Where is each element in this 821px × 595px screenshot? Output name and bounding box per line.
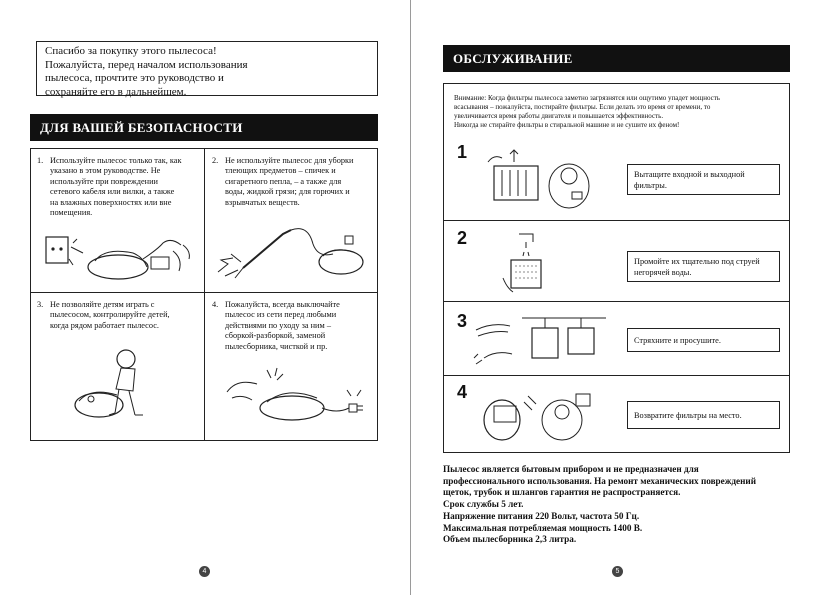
rinse-filter-illustration [499,232,559,298]
step-1-text: Вытащите входной и выходной фильтры. [627,164,780,195]
intro-line: сохраняйте его в дальнейшем. [45,85,187,98]
remove-filters-illustration [484,146,594,216]
page-number-right: 5 [612,566,623,577]
intro-line: Спасибо за покупку этого пылесоса! [45,45,217,57]
page-divider [410,0,411,595]
page-number-left: 4 [199,566,210,577]
safety-item-3: 3. Не позволяйте детям играть с пылесосом, контролируйте детей, когда рядом работает пылесос. [37,300,170,330]
step-3-number: 3 [457,311,468,331]
intro-box [36,41,378,96]
intro-line: Пожалуйста, перед началом использования [45,58,248,71]
safety-heading: ДЛЯ ВАШЕЙ БЕЗОПАСНОСТИ [30,114,378,141]
no-liquids-illustration [213,224,368,286]
unplug-illustration [43,229,193,284]
step-4-number: 4 [457,382,468,402]
step-4-text: Возвратите фильтры на место. [627,401,780,429]
safety-item-2: 2. Не используйте пылесос для уборки тлеющих предметов – спичек и сигаретного пепла, – а также для воды, жидкой грязи; для горючих и взрывчатых веществ. [212,156,354,207]
step-3-text: Стряхните и просушите. [627,328,780,352]
step-2-number: 2 [457,228,468,248]
intro-line: пылесоса, прочтите это руководство и [45,72,224,84]
maintenance-box [443,83,790,453]
safety-item-4: 4. Пожалуйста, всегда выключайте пылесос из сети перед любыми действиями по уходу за ним – сборкой-разборкой, заменой пылесборника, чисткой и пр. [212,300,340,351]
replace-filters-illustration [480,384,600,446]
product-info: Пылесос является бытовым прибором и не предназначен для профессионального использования. На ремонт механических повреждений щеток, трубок и шлангов гарантия не распространяется. Срок службы 5 лет. Напряжение питания 220 Вольт, частота 50 Гц. Максимальная потребляемая мощность 1400 В. Объем пылесборника 2,3 литра. [443,464,757,545]
child-illustration [71,347,171,427]
unplug-before-care-illustration [217,364,367,426]
safety-grid [30,148,378,441]
maintenance-heading: ОБСЛУЖИВАНИЕ [443,45,790,72]
dry-filters-illustration [472,308,612,372]
step-1-number: 1 [457,142,468,162]
step-2-text: Промойте их тщательно под струей негорячей воды. [627,251,780,282]
safety-item-1: 1. Используйте пылесос только так, как указано в этом руководстве. Не используйте при повреждении сетевого кабеля или вилки, а также на влажных поверхностях или вне помещения. [37,156,182,218]
warning-text: Внимание: Когда фильтры пылесоса заметно загрязнятся или ощутимо упадет мощность всасывания – пожалуйста, постирайте фильтры. Если делать это время от времени, то увеличивается время работы двигателя и повышается эффективность. Никогда не стирайте фильтры в стиральной машине и не сушите их феном! [454,94,720,129]
